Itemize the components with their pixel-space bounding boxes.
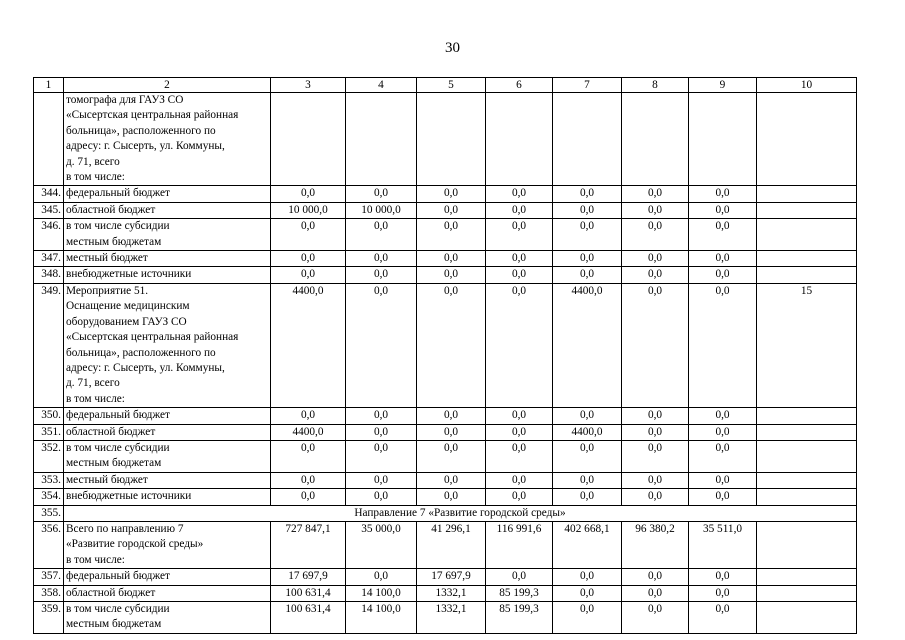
value-cell: 0,0 xyxy=(486,219,553,251)
value-cell: 96 380,2 xyxy=(622,521,689,568)
table-row xyxy=(34,283,857,407)
value-cell xyxy=(417,93,486,186)
value-cell: 0,0 xyxy=(417,202,486,218)
header-cell: 8 xyxy=(622,78,689,93)
value-cell: 0,0 xyxy=(346,186,417,202)
note-cell xyxy=(757,585,857,601)
header-cell: 4 xyxy=(346,78,417,93)
page-number: 30 xyxy=(445,40,460,56)
value-cell: 4400,0 xyxy=(553,424,622,440)
value-cell: 0,0 xyxy=(271,440,346,472)
value-cell: 0,0 xyxy=(486,424,553,440)
note-cell: 15 xyxy=(757,283,857,407)
value-cell: 0,0 xyxy=(622,283,689,407)
row-number: 351. xyxy=(34,424,64,440)
note-cell xyxy=(757,424,857,440)
table-row xyxy=(34,602,857,634)
header-cell: 10 xyxy=(757,78,857,93)
value-cell: 0,0 xyxy=(271,472,346,488)
value-cell: 35 511,0 xyxy=(689,521,757,568)
row-name: внебюджетные источники xyxy=(64,489,271,505)
value-cell: 0,0 xyxy=(486,283,553,407)
section-title: Направление 7 «Развитие городской среды» xyxy=(64,505,857,521)
row-number: 345. xyxy=(34,202,64,218)
value-cell: 0,0 xyxy=(271,489,346,505)
row-name: федеральный бюджет xyxy=(64,408,271,424)
value-cell: 0,0 xyxy=(346,251,417,267)
value-cell: 0,0 xyxy=(553,569,622,585)
value-cell: 0,0 xyxy=(553,202,622,218)
row-name: федеральный бюджет xyxy=(64,186,271,202)
note-cell xyxy=(757,489,857,505)
value-cell: 0,0 xyxy=(553,585,622,601)
value-cell: 14 100,0 xyxy=(346,585,417,601)
row-number: 347. xyxy=(34,251,64,267)
value-cell xyxy=(553,93,622,186)
value-cell: 0,0 xyxy=(553,219,622,251)
row-name: в том числе субсидии местным бюджетам xyxy=(64,219,271,251)
value-cell: 0,0 xyxy=(486,408,553,424)
note-cell xyxy=(757,472,857,488)
row-number: 350. xyxy=(34,408,64,424)
value-cell: 0,0 xyxy=(417,440,486,472)
value-cell: 0,0 xyxy=(553,267,622,283)
table-row xyxy=(34,267,857,283)
value-cell: 0,0 xyxy=(417,219,486,251)
value-cell: 0,0 xyxy=(689,267,757,283)
table-row xyxy=(34,408,857,424)
value-cell: 0,0 xyxy=(689,602,757,634)
header-cell: 3 xyxy=(271,78,346,93)
value-cell xyxy=(689,93,757,186)
table-row xyxy=(34,472,857,488)
value-cell: 0,0 xyxy=(689,408,757,424)
value-cell: 0,0 xyxy=(346,267,417,283)
value-cell: 0,0 xyxy=(689,569,757,585)
value-cell: 0,0 xyxy=(622,585,689,601)
row-number: 349. xyxy=(34,283,64,407)
value-cell: 0,0 xyxy=(622,489,689,505)
row-name: областной бюджет xyxy=(64,424,271,440)
value-cell: 0,0 xyxy=(622,202,689,218)
value-cell: 0,0 xyxy=(486,440,553,472)
value-cell: 100 631,4 xyxy=(271,602,346,634)
row-name: в том числе субсидии местным бюджетам xyxy=(64,602,271,634)
value-cell: 10 000,0 xyxy=(346,202,417,218)
value-cell: 41 296,1 xyxy=(417,521,486,568)
table-row xyxy=(34,440,857,472)
value-cell: 0,0 xyxy=(486,251,553,267)
value-cell: 0,0 xyxy=(622,219,689,251)
value-cell: 0,0 xyxy=(553,602,622,634)
note-cell xyxy=(757,251,857,267)
note-cell xyxy=(757,93,857,186)
value-cell: 0,0 xyxy=(622,569,689,585)
row-name: Всего по направлению 7 «Развитие городской среды» в том числе: xyxy=(64,521,271,568)
row-name: областной бюджет xyxy=(64,202,271,218)
value-cell: 727 847,1 xyxy=(271,521,346,568)
value-cell: 85 199,3 xyxy=(486,585,553,601)
table-row xyxy=(34,251,857,267)
value-cell: 0,0 xyxy=(346,219,417,251)
value-cell: 0,0 xyxy=(622,267,689,283)
value-cell: 0,0 xyxy=(346,283,417,407)
value-cell: 0,0 xyxy=(417,408,486,424)
value-cell xyxy=(486,93,553,186)
table-row xyxy=(34,585,857,601)
note-cell xyxy=(757,521,857,568)
row-number: 358. xyxy=(34,585,64,601)
note-cell xyxy=(757,219,857,251)
value-cell: 0,0 xyxy=(346,408,417,424)
value-cell: 14 100,0 xyxy=(346,602,417,634)
value-cell: 0,0 xyxy=(346,440,417,472)
row-name: областной бюджет xyxy=(64,585,271,601)
value-cell xyxy=(271,93,346,186)
value-cell: 0,0 xyxy=(553,251,622,267)
value-cell: 0,0 xyxy=(486,186,553,202)
value-cell: 0,0 xyxy=(346,424,417,440)
value-cell xyxy=(622,93,689,186)
value-cell: 35 000,0 xyxy=(346,521,417,568)
value-cell: 0,0 xyxy=(689,424,757,440)
row-number: 359. xyxy=(34,602,64,634)
row-name: в том числе субсидии местным бюджетам xyxy=(64,440,271,472)
row-number: 352. xyxy=(34,440,64,472)
value-cell: 0,0 xyxy=(486,267,553,283)
header-cell: 7 xyxy=(553,78,622,93)
note-cell xyxy=(757,267,857,283)
row-name: внебюджетные источники xyxy=(64,267,271,283)
header-row xyxy=(34,78,857,93)
value-cell: 0,0 xyxy=(486,472,553,488)
budget-table xyxy=(33,77,857,634)
value-cell: 0,0 xyxy=(553,186,622,202)
row-name: местный бюджет xyxy=(64,472,271,488)
header-cell: 1 xyxy=(34,78,64,93)
value-cell: 0,0 xyxy=(346,569,417,585)
value-cell: 4400,0 xyxy=(271,283,346,407)
value-cell xyxy=(346,93,417,186)
row-name: федеральный бюджет xyxy=(64,569,271,585)
row-name: местный бюджет xyxy=(64,251,271,267)
value-cell: 0,0 xyxy=(417,186,486,202)
table-row xyxy=(34,424,857,440)
value-cell: 0,0 xyxy=(622,440,689,472)
value-cell: 0,0 xyxy=(346,472,417,488)
value-cell: 0,0 xyxy=(689,489,757,505)
note-cell xyxy=(757,186,857,202)
value-cell: 0,0 xyxy=(271,408,346,424)
row-number: 355. xyxy=(34,505,64,521)
value-cell: 0,0 xyxy=(689,186,757,202)
table-row xyxy=(34,93,857,186)
value-cell: 0,0 xyxy=(553,408,622,424)
value-cell: 0,0 xyxy=(486,569,553,585)
row-number xyxy=(34,93,64,186)
value-cell: 1332,1 xyxy=(417,585,486,601)
table-row xyxy=(34,219,857,251)
note-cell xyxy=(757,408,857,424)
value-cell: 0,0 xyxy=(622,186,689,202)
value-cell: 0,0 xyxy=(689,251,757,267)
value-cell: 17 697,9 xyxy=(417,569,486,585)
value-cell: 0,0 xyxy=(346,489,417,505)
row-number: 356. xyxy=(34,521,64,568)
value-cell: 0,0 xyxy=(689,440,757,472)
row-number: 346. xyxy=(34,219,64,251)
table-row xyxy=(34,489,857,505)
row-name: Мероприятие 51. Оснащение медицинским оборудованием ГАУЗ СО «Сысертская центральная районная больница», расположенного по адресу: г. Сысерть, ул. Коммуны, д. 71, всего в том числе: xyxy=(64,283,271,407)
value-cell: 10 000,0 xyxy=(271,202,346,218)
value-cell: 17 697,9 xyxy=(271,569,346,585)
row-number: 357. xyxy=(34,569,64,585)
value-cell: 0,0 xyxy=(622,251,689,267)
value-cell: 116 991,6 xyxy=(486,521,553,568)
value-cell: 0,0 xyxy=(417,489,486,505)
row-number: 348. xyxy=(34,267,64,283)
value-cell: 0,0 xyxy=(271,267,346,283)
value-cell: 0,0 xyxy=(689,472,757,488)
value-cell: 0,0 xyxy=(689,283,757,407)
note-cell xyxy=(757,202,857,218)
value-cell: 0,0 xyxy=(622,424,689,440)
row-number: 354. xyxy=(34,489,64,505)
table-row xyxy=(34,505,857,521)
value-cell: 0,0 xyxy=(417,424,486,440)
value-cell: 0,0 xyxy=(553,489,622,505)
value-cell: 0,0 xyxy=(689,585,757,601)
value-cell: 0,0 xyxy=(622,472,689,488)
value-cell: 4400,0 xyxy=(271,424,346,440)
value-cell: 0,0 xyxy=(553,440,622,472)
value-cell: 0,0 xyxy=(271,251,346,267)
value-cell: 0,0 xyxy=(689,202,757,218)
value-cell: 0,0 xyxy=(553,472,622,488)
row-number: 344. xyxy=(34,186,64,202)
value-cell: 85 199,3 xyxy=(486,602,553,634)
note-cell xyxy=(757,602,857,634)
value-cell: 0,0 xyxy=(417,283,486,407)
value-cell: 0,0 xyxy=(417,472,486,488)
row-number: 353. xyxy=(34,472,64,488)
value-cell: 0,0 xyxy=(417,251,486,267)
header-cell: 5 xyxy=(417,78,486,93)
table-row xyxy=(34,186,857,202)
note-cell xyxy=(757,569,857,585)
header-cell: 6 xyxy=(486,78,553,93)
value-cell: 0,0 xyxy=(622,602,689,634)
note-cell xyxy=(757,440,857,472)
value-cell: 100 631,4 xyxy=(271,585,346,601)
value-cell: 0,0 xyxy=(271,219,346,251)
value-cell: 0,0 xyxy=(689,219,757,251)
table-row xyxy=(34,569,857,585)
value-cell: 4400,0 xyxy=(553,283,622,407)
value-cell: 0,0 xyxy=(417,267,486,283)
table-row xyxy=(34,521,857,568)
value-cell: 402 668,1 xyxy=(553,521,622,568)
value-cell: 0,0 xyxy=(486,489,553,505)
value-cell: 0,0 xyxy=(271,186,346,202)
value-cell: 0,0 xyxy=(486,202,553,218)
table-row xyxy=(34,202,857,218)
value-cell: 0,0 xyxy=(622,408,689,424)
header-cell: 2 xyxy=(64,78,271,93)
row-name: томографа для ГАУЗ СО «Сысертская центральная районная больница», расположенного по адресу: г. Сысерть, ул. Коммуны, д. 71, всего в том числе: xyxy=(64,93,271,186)
value-cell: 1332,1 xyxy=(417,602,486,634)
header-cell: 9 xyxy=(689,78,757,93)
